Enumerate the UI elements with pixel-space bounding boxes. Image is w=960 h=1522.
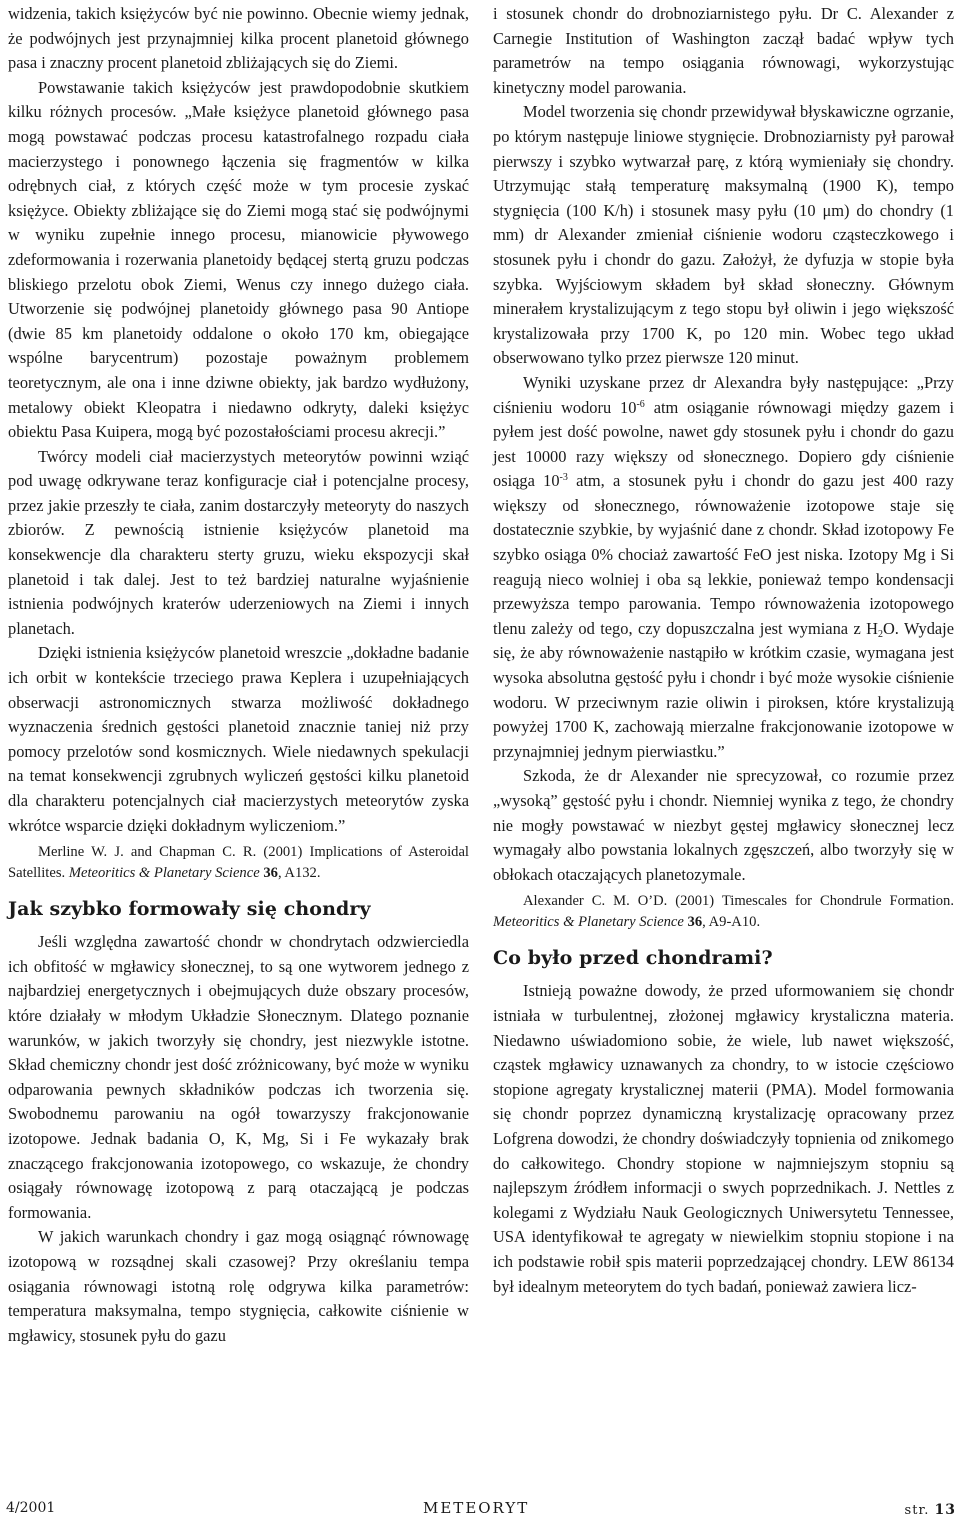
left-column xyxy=(8,2,469,1348)
paragraph: Istnieją poważne dowody, że przed uformowaniem się chondr istniała w turbulentnej, złożonej mgławicy krystaliczna materia. Niedawno uświadomiono sobie, że wiele, lub nawet większość, cząstek mgławicy uznawanych za chondry, to w istocie częściowo stopione agregaty krystalicznej materii (PMA). Model formowania się chondr poprzez dynamiczną krystalizację opracowany przez Lofgrena dowodzi, że chondry doświadczyły topnienia od znikomego do całkowitego. Chondry stopione w najmniejszym stopniu są najlepszym źródłem informacji o swych poprzednikach. J. Nettles z kolegami z Wydziału Nauk Geologicznych Uniwersytetu Tennessee, USA identyfikował te agregaty w niewielkim stopniu stopione i na ich podstawie robił spis materii poprzedzającej chondry. LEW 86134 był idealnym meteorytem do tych badań, ponieważ zawiera licz- xyxy=(493,981,954,1296)
text-run: atm osiąganie równowagi między gazem i pyłem jest dość powolne, nawet gdy stosunek pyłu i chondr do gazu jest 10000 razy większy od słonecznego. Dopiero gdy ciśnienie osiąga 10 xyxy=(493,397,954,491)
section-heading-chondry: Jak szybko formowały się chondry xyxy=(8,898,371,921)
right-column xyxy=(493,2,954,1299)
reference-pages: , A9-A10. xyxy=(702,914,761,931)
paragraph: Dzięki istnienia księżyców planetoid wreszcie „dokładne badanie ich orbit w kontekście trzeciego prawa Keplera i uzupełniających obserwacji astronomicznych stwarza możliwość dokładnego wyznaczenia średnich gęstości planetoid znacznie taniej niż przy pomocy przelotów sond kosmicznych. Wiele niedawnych spekulacji na temat konsekwencji zgrubnych wyliczeń gęstości kilku planetoid dla charakteru potencjalnych ciał macierzystych meteorytów zyska wkrótce wsparcie dzięki dokładnym wyliczeniom.” xyxy=(8,643,469,835)
paragraph: Twórcy modeli ciał macierzystych meteorytów powinni wziąć pod uwagę odkrywane teraz konfiguracje ciał i potencjalne procesy, przez jakie przeszły te ciała, zanim dostarczyły meteoryty do naszych zbiorów. Z pewnością istnienie księżyców planetoid ma konsekwencje dla charakteru sterty gruzu, wieku ekspozycji skał planetoid i tak dalej. Jest to też bardziej naturalne wyjaśnienie istnienia podwójnych kraterów uderzeniowych na Ziemi i innych planetach. xyxy=(8,446,469,638)
reference-alexander xyxy=(493,891,954,933)
superscript: -3 xyxy=(559,472,568,484)
reference-authors: Merline W. J. and Chapman C. R. (2001) Implications of Asteroidal Satellites. xyxy=(8,844,469,882)
reference-merline xyxy=(8,842,469,884)
issue-number: 4/2001 xyxy=(6,1500,56,1516)
paragraph: Model tworzenia się chondr przewidywał błyskawiczne ogrzanie, po którym następuje liniowe stygnięcie. Drobnoziarnisty pył parował pierwszy i szybko wytwarzał parę, z którą wymieniały się chondry. Utrzymując stałą temperaturę maksymalną (1900 K), tempo stygnięcia (100 K/h) i stosunek masy pyłu (10 μm) do chondry (1 mm) dr Alexander zmieniał ciśnienie wodoru cząsteczkowego i stosunek pyłu i chondr do gazu. Założył, że dyfuzja w stopie była szybka. Wyjściowym składem był skład słoneczny. Głównym minerałem krystalizującym z tego stopu był oliwin i jego większość krystalizowała przy 1700 K, po 120 min. Wobec tego układ obserwowano tylko przez pierwsze 120 minut. xyxy=(493,102,954,368)
page-number xyxy=(905,1502,956,1518)
reference-pages: , A132. xyxy=(277,865,321,882)
reference-volume: 36 xyxy=(263,865,278,882)
paragraph: W jakich warunkach chondry i gaz mogą osiągnąć równowagę izotopową w rozsądnej skali czasowej? Przy określaniu tempa osiągania równowagi istotną rolę odgrywa kilka parametrów: temperatura maksymalna, tempo stygnięcia, całkowite ciśnienie w mgławicy, stosunek pyłu do gazu xyxy=(8,1227,469,1345)
paragraph: Jeśli względna zawartość chondr w chondrytach odzwierciedla ich obfitość w mgławicy słonecznej, to są one wytworem jednego z najbardziej energetycznych i obejmujących duże obszary procesów, które działały w młodym Układzie Słonecznym. Dlatego poznanie warunków, w jakich tworzyły się chondry, jest niezwykle istotne. Skład chemiczny chondr jest dość zróżnicowany, być może w wyniku odparowania pewnych składników podczas ich tworzenia się. Swobodnemu parowaniu na ogół towarzyszy frakcjonowanie izotopowe. Jednak badania O, K, Mg, Si i Fe wykazały brak znaczącego frakcjonowania izotopowego, co wskazuje, że chondry osiągały równowagę izotopową z parą otaczającą je podczas formowania. xyxy=(8,932,469,1222)
text-run: O. Wydaje się, że aby równoważenie nastąpiło w krótkim czasie, wymagana jest wysoka absolutna gęstość pyłu i chondr i być może wysokie ciśnienie wodoru. W przeciwnym razie oliwin i piroksen, które krystalizują powyżej 1700 K, zachowają mierzalne frakcjonowanie izotopowe w przynajmniej jednym pierwiastku.” xyxy=(493,618,954,761)
reference-journal: Meteoritics & Planetary Science xyxy=(68,865,260,882)
page-prefix: str. xyxy=(904,1503,930,1518)
paragraph: i stosunek chondr do drobnoziarnistego pyłu. Dr C. Alexander z Carnegie Institution of Washington zaczął badać wpływ tych parametrów na tempo osiągania równowagi, wykorzystując kinetyczny model parowania. xyxy=(493,4,954,97)
text-run: atm, a stosunek pyłu i chondr do gazu jest 400 razy większy od słonecznego, równoważenie izotopowe staje się dostatecznie szybkie, by wyjaśnić dane z chondr. Skład izotopowy Fe szybko osiąga 0% chociaż zawartość FeO jest niska. Izotopy Mg i Si reagują nieco wolniej i oba są lekkie, ponieważ tempo kondensacji przewyższa tempo parowania. Tempo równoważenia izotopowego tlenu zależy od tego, czy dopuszczalna jest wymiana z H xyxy=(493,471,954,638)
page-number-value: 13 xyxy=(934,1502,956,1518)
superscript: -6 xyxy=(636,398,645,410)
paragraph: Szkoda, że dr Alexander nie sprecyzował, co rozumie przez „wysoką” gęstość pyłu i chondr. Niemniej wynika z tego, że chondry nie mogły powstawać w niezbyt gęstej mgławicy słonecznej lecz wymagały albo powstania lokalnych zgęszczeń, albo tworzyły się w obłokach otaczających planetozymale. xyxy=(493,766,954,884)
subscript: 2 xyxy=(877,628,883,640)
section-heading-przed-chondrami: Co było przed chondrami? xyxy=(493,947,773,970)
paragraph-results xyxy=(493,371,954,765)
page-footer xyxy=(0,1496,960,1522)
magazine-title: METEORYT xyxy=(423,1499,530,1517)
reference-journal: Meteoritics & Planetary Science xyxy=(493,914,684,931)
paragraph: Powstawanie takich księżyców jest prawdopodobnie skutkiem kilku różnych procesów. „Małe księżyce planetoid głównego pasa mogą powstawać podczas procesu katastrofalnego rozpadu ciała macierzystego i ponownego łączenia się fragmentów w kilka odrębnych ciał, z których część może w tym procesie zyskać księżyce. Obiekty zbliżające się do Ziemi mogą stać się podwójnymi w wyniku zupełnie innego procesu, mianowicie pływowego zdeformowania i rozerwania planetoidy będącej stertą gruzu podczas bliskiego przelotu obok Ziemi, Wenus czy innego dużego ciała. Utworzenie się podwójnej planetoidy głównego pasa 90 Antiope (dwie 85 km planetoidy oddalone o około 170 km, obiegające wspólne barycentrum) pozostaje poważnym problemem teoretycznym, ale ona i inne dziwne obiekty, jak bardzo wydłużony, metalowy obiekt Kleopatra i niedawno odkryty, daleki księżyc obiektu Pasa Kuipera, mogą być pozostałościami procesu akrecji.” xyxy=(8,77,469,442)
reference-volume: 36 xyxy=(687,914,703,931)
paragraph: widzenia, takich księżyców być nie powinno. Obecnie wiemy jednak, że podwójnych jest przynajmniej kilka procent planetoid głównego pasa i znaczny procent planetoid zbliżających się do Ziemi. xyxy=(8,4,469,73)
reference-authors: Alexander C. M. O’D. (2001) Timescales for Chondrule Formation. xyxy=(523,893,954,910)
text-run: Wyniki uzyskane przez dr Alexandra były następujące: „Przy ciśnieniu wodoru 10 xyxy=(493,372,954,417)
